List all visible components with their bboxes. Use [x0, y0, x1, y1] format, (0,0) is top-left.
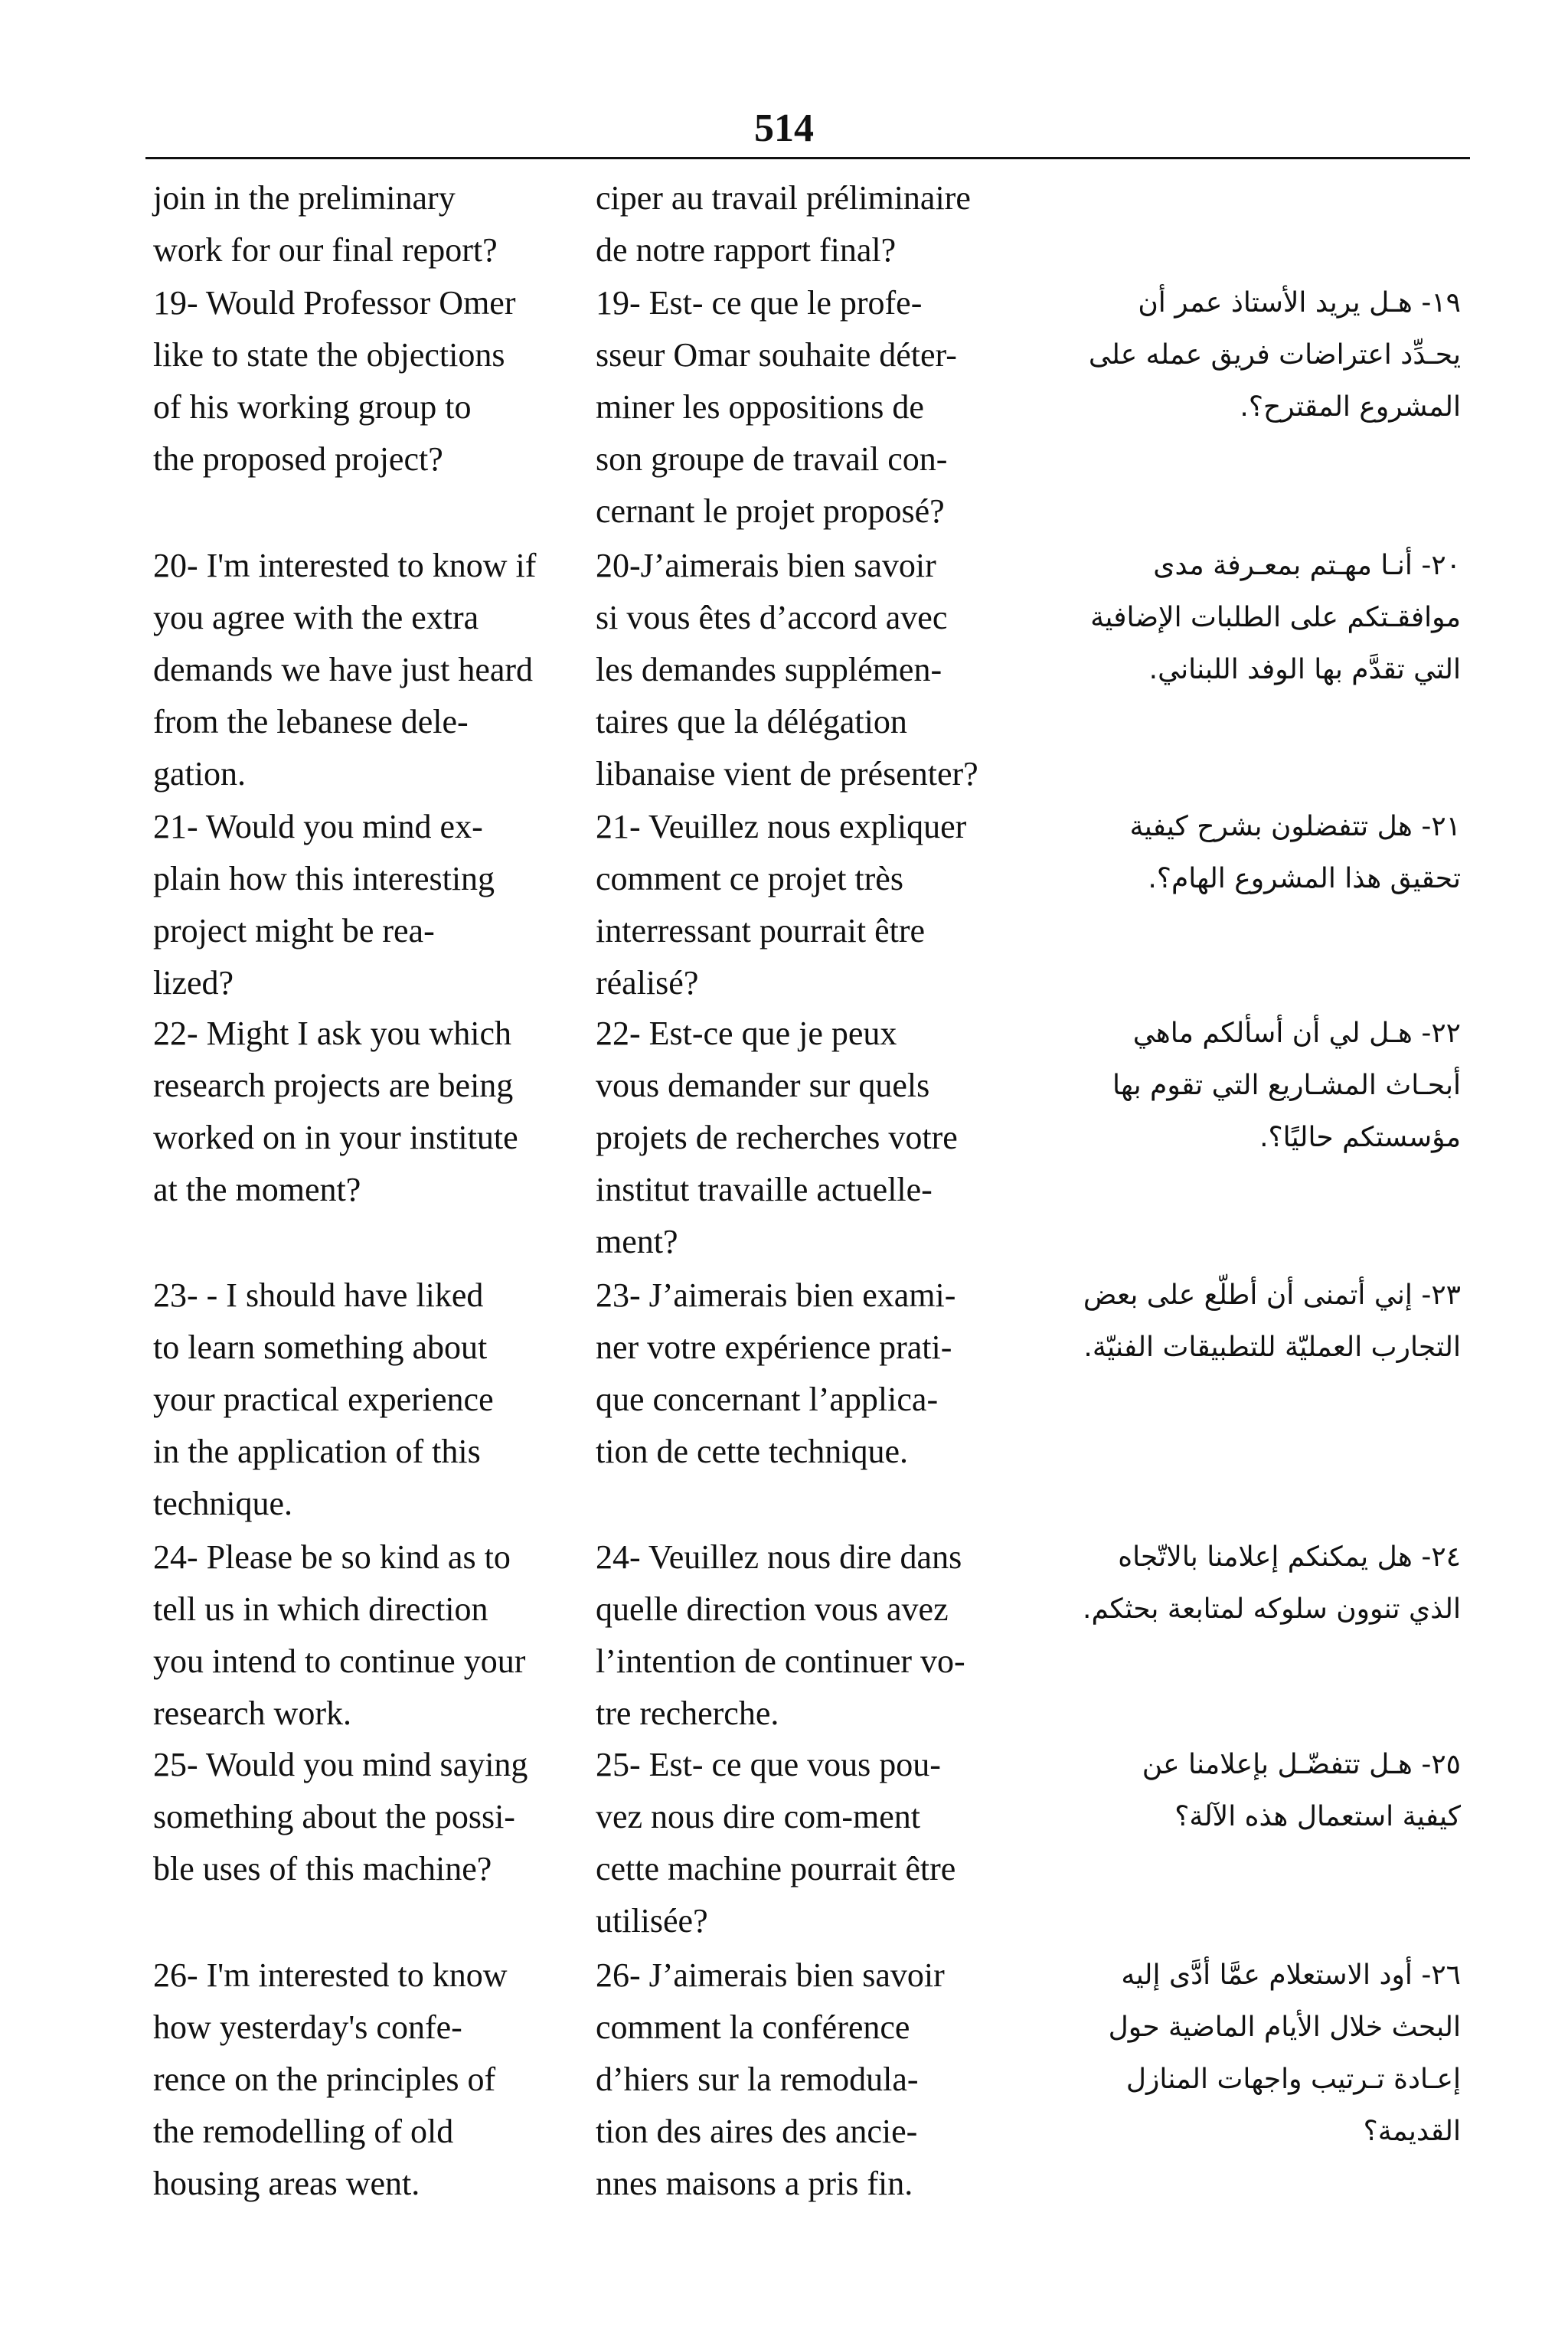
arabic-entry-line: البحث خلال الأيام الماضية حول: [1108, 2012, 1461, 2043]
english-entry-line: join in the preliminary: [153, 179, 456, 217]
arabic-entry-line: إعـادة تـرتيب واجهات المنازل: [1125, 2064, 1461, 2095]
french-entry-line: les demandes supplémen-: [596, 651, 942, 688]
english-entry-line: 22- Might I ask you which: [153, 1015, 512, 1052]
english-entry-line: work for our final report?: [153, 231, 498, 269]
french-entry-line: tre recherche.: [596, 1695, 779, 1732]
arabic-entry-line: التي تقدَّم بها الوفد اللبناني.: [1148, 654, 1461, 685]
french-entry-line: vez nous dire com-ment: [596, 1798, 920, 1835]
english-entry-line: in the application of this: [153, 1433, 481, 1470]
arabic-entry: [1032, 801, 1461, 905]
english-entry-line: housing areas went.: [153, 2165, 420, 2202]
english-entry-line: at the moment?: [153, 1171, 361, 1208]
english-entry-line: you intend to continue your: [153, 1642, 526, 1680]
french-entry: [596, 1739, 1024, 1947]
french-entry-line: 22- Est-ce que je peux: [596, 1015, 897, 1052]
french-entry: [596, 1270, 1024, 1478]
header-rule: [145, 157, 1470, 159]
english-entry-line: gation.: [153, 755, 246, 793]
arabic-entry-line: ١٩- هـل يريد الأستاذ عمر أن: [1138, 287, 1461, 319]
french-entry-line: quelle direction vous avez: [596, 1590, 949, 1628]
french-entry-line: cette machine pourrait être: [596, 1850, 956, 1887]
french-entry-line: 21- Veuillez nous expliquer: [596, 808, 967, 845]
arabic-entry-line: ٢٦- أود الاستعلام عمَّا أدَّى إليه: [1121, 1959, 1461, 1991]
english-entry: [153, 801, 582, 1009]
page-number: 514: [754, 106, 814, 150]
french-entry-line: libanaise vient de présenter?: [596, 755, 978, 793]
arabic-entry-line: مؤسستكم حاليًا؟.: [1259, 1122, 1461, 1153]
english-entry-line: to learn something about: [153, 1329, 488, 1366]
english-entry-line: 24- Please be so kind as to: [153, 1538, 511, 1576]
arabic-entry: [1032, 540, 1461, 696]
english-entry-line: you agree with the extra: [153, 599, 479, 636]
english-entry-line: your practical experience: [153, 1381, 494, 1418]
french-entry-line: institut travaille actuelle-: [596, 1171, 933, 1208]
arabic-entry-line: التجارب العمليّة للتطبيقات الفنيّة.: [1083, 1332, 1461, 1363]
english-entry-line: 23- - I should have liked: [153, 1276, 484, 1314]
arabic-entry-line: ٢٥- هـل تتفضّـل بإعلامنا عن: [1142, 1749, 1461, 1780]
english-entry-line: project might be rea-: [153, 912, 435, 949]
arabic-entry: [1032, 1008, 1461, 1164]
french-entry-line: ciper au travail préliminaire: [596, 179, 971, 217]
arabic-entry: [1032, 1739, 1461, 1843]
french-entry-line: de notre rapport final?: [596, 231, 897, 269]
french-entry-line: nnes maisons a pris fin.: [596, 2165, 913, 2202]
french-entry-line: si vous êtes d’accord avec: [596, 599, 948, 636]
french-entry-line: miner les oppositions de: [596, 388, 924, 426]
french-entry-line: réalisé?: [596, 964, 699, 1002]
arabic-entry-line: ٢٠- أنـا مهـتم بمعـرفة مدى: [1153, 550, 1461, 581]
arabic-entry: [1032, 1950, 1461, 2158]
french-entry: [596, 1950, 1024, 2210]
arabic-entry-line: يحـدِّد اعتراضات فريق عمله على: [1088, 339, 1461, 371]
french-entry-line: interressant pourrait être: [596, 912, 926, 949]
english-entry-line: 21- Would you mind ex-: [153, 808, 483, 845]
english-entry-line: of his working group to: [153, 388, 472, 426]
arabic-entry-line: ٢١- هل تتفضلون بشرح كيفية: [1129, 811, 1461, 842]
english-entry-line: 20- I'm interested to know if: [153, 547, 537, 584]
french-entry-line: projets de recherches votre: [596, 1119, 958, 1156]
french-entry: [596, 801, 1024, 1009]
french-entry-line: tion des aires des ancie-: [596, 2113, 918, 2150]
english-entry-line: like to state the objections: [153, 336, 505, 374]
arabic-entry-line: كيفية استعمال هذه الآلة؟: [1174, 1801, 1461, 1832]
english-entry-line: plain how this interesting: [153, 860, 495, 897]
french-entry-line: tion de cette technique.: [596, 1433, 909, 1470]
arabic-entry: [1032, 1270, 1461, 1374]
arabic-entry-line: القديمة؟: [1363, 2116, 1461, 2147]
french-entry: [596, 277, 1024, 538]
french-entry-line: 25- Est- ce que vous pou-: [596, 1746, 941, 1783]
english-entry-line: ble uses of this machine?: [153, 1850, 492, 1887]
french-entry-line: comment ce projet très: [596, 860, 903, 897]
english-entry-line: worked on in your institute: [153, 1119, 518, 1156]
french-entry: [596, 172, 1024, 276]
english-entry-line: research work.: [153, 1695, 351, 1732]
arabic-entry-line: ٢٣- إني أتمنى أن أطلّع على بعض: [1083, 1280, 1461, 1311]
english-entry-line: the proposed project?: [153, 440, 443, 478]
french-entry-line: 26- J’aimerais bien savoir: [596, 1956, 945, 1994]
arabic-entry: [1032, 1531, 1461, 1636]
english-entry-line: demands we have just heard: [153, 651, 534, 688]
french-entry-line: 23- J’aimerais bien exami-: [596, 1276, 956, 1314]
french-entry-line: ment?: [596, 1223, 678, 1260]
arabic-entry-line: ٢٤- هل يمكنكم إعلامنا بالاتّجاه: [1118, 1541, 1461, 1573]
arabic-entry-line: تحقيق هذا المشروع الهام؟.: [1148, 863, 1461, 894]
english-entry: [153, 172, 582, 276]
english-entry: [153, 540, 582, 800]
english-entry-line: rence on the principles of: [153, 2061, 496, 2098]
french-entry-line: cernant le projet proposé?: [596, 492, 945, 530]
english-entry-line: from the lebanese dele-: [153, 703, 469, 740]
english-entry-line: how yesterday's confe-: [153, 2008, 462, 2046]
arabic-entry-line: الذي تنوون سلوكه لمتابعة بحثكم.: [1083, 1593, 1461, 1625]
english-entry-line: technique.: [153, 1485, 293, 1522]
french-entry-line: sseur Omar souhaite déter-: [596, 336, 957, 374]
french-entry-line: utilisée?: [596, 1902, 708, 1940]
arabic-entry: [1032, 277, 1461, 433]
french-entry: [596, 1531, 1024, 1740]
arabic-entry-line: موافقـتكم على الطلبات الإضافية: [1090, 602, 1461, 633]
english-entry-line: something about the possi-: [153, 1798, 515, 1835]
english-entry-line: tell us in which direction: [153, 1590, 488, 1628]
english-entry-line: 25- Would you mind saying: [153, 1746, 528, 1783]
english-entry: [153, 1531, 582, 1740]
english-entry: [153, 277, 582, 485]
french-entry-line: que concernant l’applica-: [596, 1381, 939, 1418]
french-entry-line: l’intention de continuer vo-: [596, 1642, 965, 1680]
french-entry-line: ner votre expérience prati-: [596, 1329, 952, 1366]
french-entry: [596, 1008, 1024, 1268]
french-entry: [596, 540, 1024, 800]
arabic-entry-line: ٢٢- هـل لي أن أسألكم ماهي: [1132, 1018, 1461, 1049]
english-entry-line: the remodelling of old: [153, 2113, 454, 2150]
english-entry-line: research projects are being: [153, 1067, 514, 1104]
english-entry: [153, 1950, 582, 2210]
english-entry-line: 26- I'm interested to know: [153, 1956, 508, 1994]
french-entry-line: taires que la délégation: [596, 703, 907, 740]
french-entry-line: 20-J’aimerais bien savoir: [596, 547, 936, 584]
french-entry-line: comment la conférence: [596, 2008, 910, 2046]
arabic-entry-line: المشروع المقترح؟.: [1240, 391, 1461, 423]
english-entry-line: 19- Would Professor Omer: [153, 284, 516, 322]
english-entry: [153, 1270, 582, 1530]
french-entry-line: vous demander sur quels: [596, 1067, 930, 1104]
french-entry-line: 24- Veuillez nous dire dans: [596, 1538, 962, 1576]
french-entry-line: d’hiers sur la remodula-: [596, 2061, 919, 2098]
english-entry: [153, 1008, 582, 1216]
french-entry-line: 19- Est- ce que le profe-: [596, 284, 923, 322]
arabic-entry-line: أبحـاث المشـاريع التي تقوم بها: [1112, 1070, 1461, 1101]
french-entry-line: son groupe de travail con-: [596, 440, 948, 478]
english-entry: [153, 1739, 582, 1895]
english-entry-line: lized?: [153, 964, 234, 1002]
